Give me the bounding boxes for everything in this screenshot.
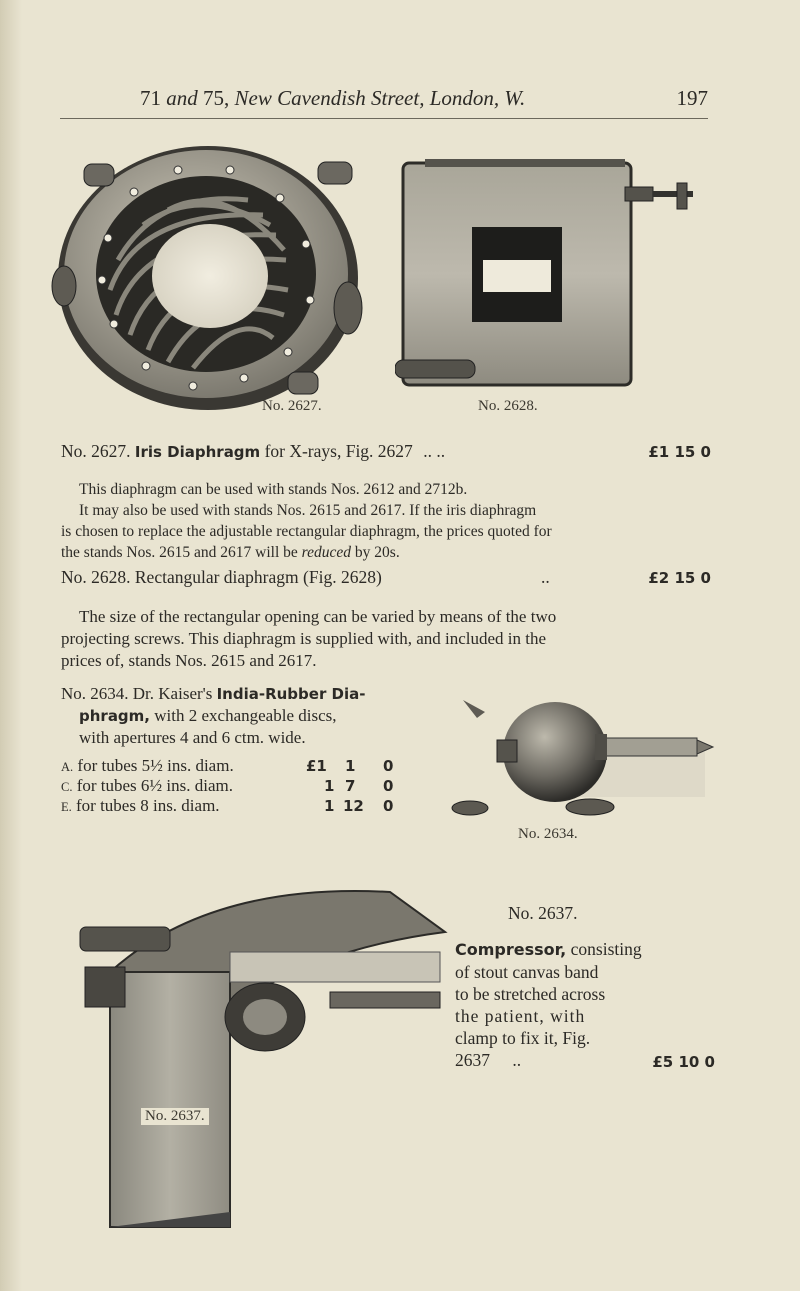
item-2627-number: No. 2627.	[61, 441, 131, 461]
item-2634-options	[61, 756, 411, 816]
item-2628-dots: ..	[541, 567, 550, 587]
reduced-emphasis: reduced	[301, 544, 352, 561]
item-2628-title	[61, 567, 711, 591]
item-2627-body-line2: It may also be used with stands Nos. 2615 and 2617. If the iris diaphragm	[79, 502, 537, 519]
page-edge-shadow	[0, 0, 22, 1291]
item-2637-line5: clamp to fix it, Fig.	[455, 1028, 591, 1048]
item-2637-line1: Compressor, consisting	[455, 939, 642, 959]
rubber-diaphragm-figure	[425, 690, 715, 825]
item-2627-body-line1: This diaphragm can be used with stands Nos. 2612 and 2712b.	[79, 481, 468, 498]
fig-2634-caption: No. 2634.	[518, 826, 578, 842]
header-address: 71 and 75, New Cavendish Street, London, W.	[140, 86, 526, 110]
item-2637-line4: the patient, with	[455, 1006, 586, 1026]
item-2627-body	[61, 479, 711, 563]
item-2627-body-line4: the stands Nos. 2615 and 2617 will be reduced by 20s.	[61, 544, 400, 561]
item-2627-dots: .. ..	[423, 441, 446, 461]
item-2628-body-line1: The size of the rectangular opening can be varied by means of the two	[79, 607, 557, 626]
item-2634-line2: phragm, with 2 exchangeable discs,	[79, 706, 337, 725]
item-2634-line3: with apertures 4 and 6 ctm. wide.	[79, 728, 306, 747]
compressor-figure	[60, 872, 460, 1232]
fig-2628-caption: No. 2628.	[478, 398, 538, 414]
item-2637-number: No. 2637.	[508, 903, 578, 923]
item-2634-text	[61, 683, 421, 749]
item-2628-body-line2: projecting screws. This diaphragm is supplied with, and included in the	[61, 629, 547, 648]
item-2627-desc: for X-rays, Fig. 2627	[264, 441, 413, 461]
page-number: 197	[676, 86, 708, 110]
item-2627-price: £1 15 0	[648, 443, 711, 461]
rectangular-diaphragm-figure	[395, 155, 710, 395]
iris-diaphragm-figure	[48, 140, 383, 425]
item-2628-body-line3: prices of, stands Nos. 2615 and 2617.	[61, 651, 317, 670]
item-2637-text	[455, 902, 715, 1071]
option-row: A. for tubes 5½ ins. diam. £1 1 0	[61, 756, 394, 775]
option-row: C. for tubes 6½ ins. diam. 1 7 0	[61, 776, 394, 795]
item-2637-price: £5 10 0	[652, 1053, 715, 1071]
item-2637-line2: of stout canvas band	[455, 962, 599, 982]
item-2627-body-line3: is chosen to replace the adjustable rectangular diaphragm, the prices quoted for	[61, 523, 552, 540]
fig-2637-caption: No. 2637.	[141, 1108, 209, 1125]
item-2634-line1: No. 2634. Dr. Kaiser's India-Rubber Dia-	[61, 684, 366, 703]
item-2628-body	[61, 606, 711, 672]
item-2627-title	[61, 441, 711, 465]
item-2637-line3: to be stretched across	[455, 984, 606, 1004]
item-2628-title-text: No. 2628. Rectangular diaphragm (Fig. 2628)	[61, 567, 382, 587]
running-header	[60, 82, 708, 119]
option-row: E. for tubes 8 ins. diam. 1 12 0	[61, 796, 394, 815]
item-2628-price: £2 15 0	[648, 569, 711, 587]
fig-2627-caption: No. 2627.	[262, 398, 322, 414]
item-2627-name: Iris Diaphragm	[134, 443, 261, 461]
item-2637-line6: 2637 .. £5 10 0	[455, 1050, 715, 1071]
